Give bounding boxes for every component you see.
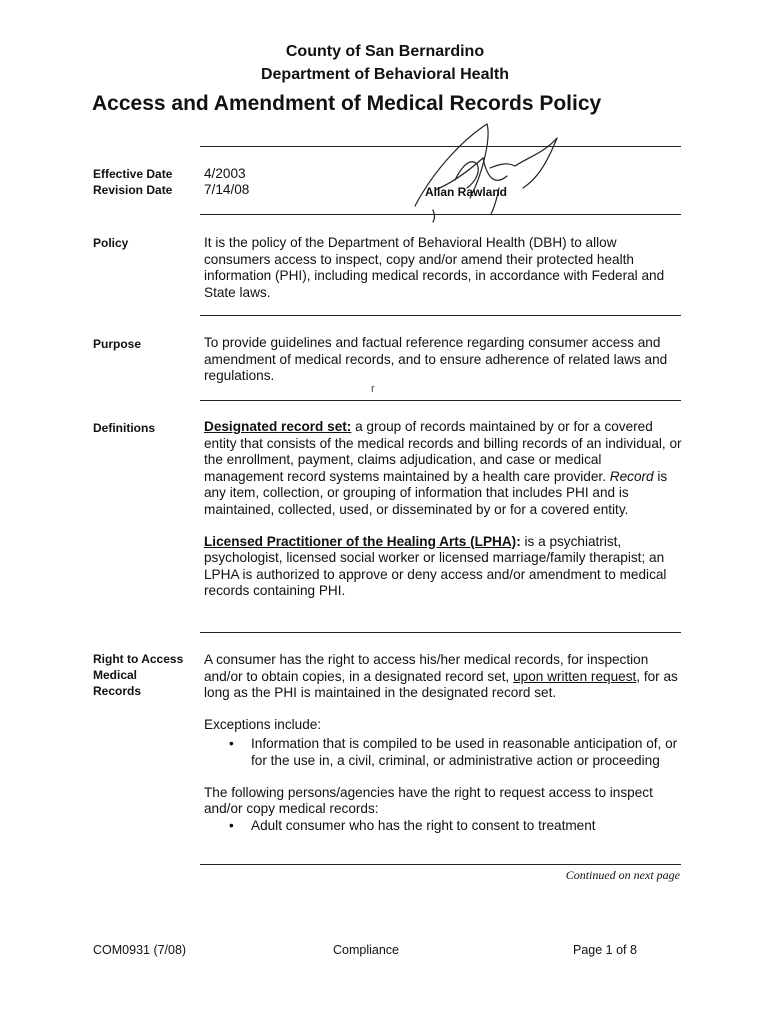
persons-list <box>204 818 682 835</box>
access-text: , for as long as the PHI is maintained in the designated record set. <box>204 668 678 701</box>
footer-section: Compliance <box>333 943 400 957</box>
exceptions-list <box>204 736 682 769</box>
exceptions-heading: Exceptions include: <box>204 716 322 732</box>
label-line: Records <box>93 684 142 698</box>
definition-text: is a psychiatrist, psychologist, licensed social worker or licensed marriage/family therapist; an LPHA is authorized to approve or deny access and/or amendment to medical records containing PHI. <box>204 533 667 599</box>
policy-label: Policy <box>93 236 129 250</box>
definition-lpha <box>204 534 682 600</box>
signature-name: Allan Rawland <box>425 185 508 199</box>
footer-page-number: Page 1 of 8 <box>573 943 637 957</box>
stray-mark: r <box>371 383 375 395</box>
divider <box>200 315 681 316</box>
term-colon: : <box>516 533 521 549</box>
access-emphasis: upon written request <box>513 668 637 684</box>
divider <box>200 864 681 865</box>
footer-form-number: COM0931 (7/08) <box>93 943 187 957</box>
revision-date-value: 7/14/08 <box>204 182 250 197</box>
purpose-paragraph: To provide guidelines and factual reference regarding consumer access and amendment of medical records, and to ensure adherence of related laws and regulations. <box>204 335 668 384</box>
persons-heading: The following persons/agencies have the right to request access to inspect and/or copy medical records: <box>204 784 653 817</box>
term-designated-record-set: Designated record set: <box>204 419 352 434</box>
purpose-label: Purpose <box>93 337 142 351</box>
department-name: Department of Behavioral Health <box>260 66 510 83</box>
effective-date-label: Effective Date <box>93 167 173 181</box>
label-line: Medical <box>93 668 138 682</box>
right-to-access-label <box>93 651 183 699</box>
definition-text: is any item, collection, or grouping of information that includes PHI and is maintained, collected, used, or disseminated by or for a covered entity. <box>204 468 668 517</box>
definitions-label: Definitions <box>93 421 155 435</box>
term-lpha: Licensed Practitioner of the Healing Arts (LPHA) <box>204 533 517 549</box>
policy-paragraph: It is the policy of the Department of Behavioral Health (DBH) to allow consumers access to inspect, copy and/or amend their protected health information (PHI), including medical records, in accordance with Federal and State laws. <box>204 235 665 300</box>
divider <box>200 400 681 401</box>
signature <box>395 118 575 223</box>
definition-italic-term: Record <box>609 468 654 484</box>
continued-note: Continued on next page <box>565 868 680 882</box>
revision-date-label: Revision Date <box>93 183 173 197</box>
purpose-text <box>204 335 682 385</box>
definition-text: a group of records maintained by or for a covered entity that consists of the medical records and billing records of an individual, or the enrollment, payment, claims adjudication, and case or medical management record systems maintained by a health care provider. <box>204 419 682 484</box>
definitions-text <box>204 419 682 600</box>
list-item: • Information that is compiled to be used in reasonable anticipation of, or for the use in, a civil, criminal, or administrative action or proceeding <box>251 736 682 769</box>
document-title: Access and Amendment of Medical Records Policy <box>92 92 602 115</box>
effective-date-value: 4/2003 <box>204 166 246 181</box>
divider <box>200 632 681 633</box>
definition-designated-record-set <box>204 419 682 519</box>
access-text: A consumer has the right to access his/her medical records, for inspection and/or to obtain copies, in a designated record set, <box>204 652 649 684</box>
organization-name: County of San Bernardino <box>285 43 485 60</box>
handwritten-signature-icon <box>395 118 575 223</box>
access-paragraph <box>204 652 682 702</box>
list-item: • Adult consumer who has the right to consent to treatment <box>251 818 682 835</box>
policy-text <box>204 235 682 301</box>
label-line: Right to Access <box>93 652 184 666</box>
right-to-access-text <box>204 652 682 834</box>
